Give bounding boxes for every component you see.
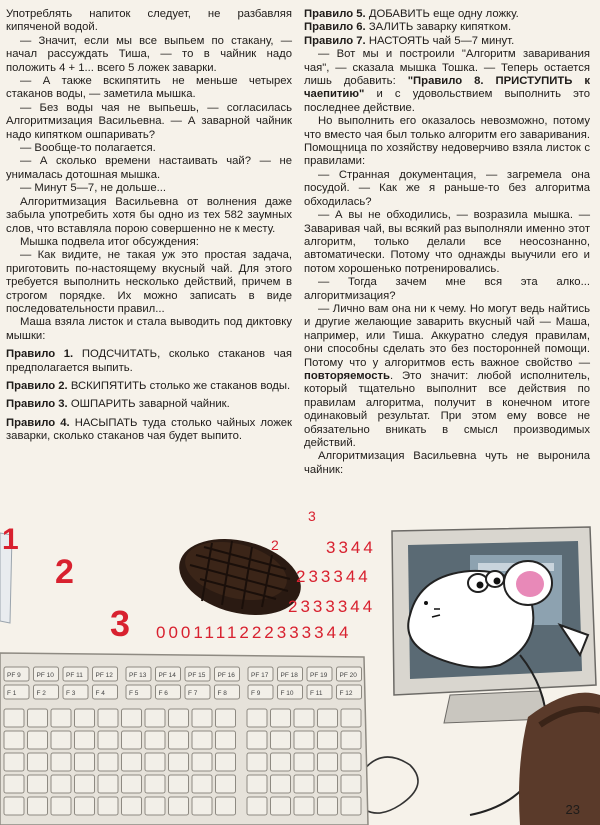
key <box>122 731 142 749</box>
paragraph: Употреблять напиток следует, не разбавляя кипяченой водой. <box>6 8 292 34</box>
key <box>318 775 338 793</box>
key <box>216 753 236 771</box>
function-key <box>34 685 59 699</box>
function-key <box>307 667 332 681</box>
key <box>28 731 48 749</box>
svg-text:PF 11: PF 11 <box>66 672 83 679</box>
paragraph: Но выполнить его оказалось невозможно, потому что вместо чая был только алгоритм его заваривания. Помощница по хозяйству недоверчиво взяла листок с правилами: <box>304 115 590 168</box>
key <box>216 797 236 815</box>
paragraph: — А вы не обходились, — возразила мышка. — Заваривая чай, вы всякий раз выполняли именно этот алгоритм, только делали все неосознанно, автоматически. Потому что однажды выучили его и потом хорошенько потренировались. <box>304 209 590 275</box>
rule-text: НАСЫПАТЬ туда столько чайных ложек заварки, сколько стаканов чая будет выпито. <box>6 416 292 443</box>
svg-text:PF 12: PF 12 <box>95 672 113 679</box>
key <box>318 731 338 749</box>
key <box>145 731 165 749</box>
function-key <box>34 667 59 681</box>
key <box>122 775 142 793</box>
keyboard <box>0 653 368 825</box>
function-key <box>4 667 29 681</box>
text: — Лично вам она ни к чему. Но могут ведь найтись и другие желающие заварить вкусный чай — Маша, например, или Тиша. Аккуратно следуя правилам, они способны сделать это без посторонней помощи. Потому что у алгоритмов есть важное свойство — <box>304 302 590 369</box>
keyword-repeatability: повторяемость <box>304 369 391 382</box>
paragraph: — Значит, если мы все выпьем по стакану, — начал рассуждать Тиша, — то в чайник надо положить 4 + 1... всего 5 ложек заварки. <box>6 34 292 74</box>
rule-3 <box>6 398 292 411</box>
function-key <box>93 685 118 699</box>
key <box>145 797 165 815</box>
key <box>51 797 71 815</box>
key <box>271 709 291 727</box>
key <box>216 731 236 749</box>
svg-text:PF 9: PF 9 <box>7 672 21 679</box>
key <box>28 709 48 727</box>
key <box>4 775 24 793</box>
paragraph: Алгоритмизация Васильевна от волнения даже забыла употребить хотя бы одно из тех 582 заумных слов, что вставляла порою совершенно не к месту. <box>6 195 292 235</box>
key <box>98 709 118 727</box>
key <box>28 797 48 815</box>
key <box>294 797 314 815</box>
key <box>341 775 361 793</box>
svg-text:F 5: F 5 <box>129 690 139 697</box>
left-column <box>6 8 292 444</box>
svg-text:F 11: F 11 <box>310 690 323 697</box>
function-key <box>156 685 181 699</box>
svg-text:PF 17: PF 17 <box>251 672 269 679</box>
paragraph: — А сколько времени настаивать чай? — не унималась дотошная мышка. <box>6 155 292 181</box>
key <box>98 775 118 793</box>
svg-text:PF 20: PF 20 <box>339 672 357 679</box>
function-key <box>185 685 210 699</box>
key <box>28 753 48 771</box>
svg-text:F 12: F 12 <box>339 690 353 697</box>
svg-text:F 1: F 1 <box>7 690 17 697</box>
rule-8: "Правило 8. ПРИСТУПИТЬ к чаепитию" <box>304 75 590 101</box>
key <box>294 775 314 793</box>
key <box>192 753 212 771</box>
text: и с удовольствием выполнить это последнее действие. <box>304 88 590 114</box>
key <box>4 797 24 815</box>
key <box>294 709 314 727</box>
key <box>247 753 267 771</box>
key <box>169 775 189 793</box>
key <box>145 775 165 793</box>
function-key <box>337 685 362 699</box>
paragraph: — Странная документация, — загремела она посудой. — Как же я раньше-то без алгоритма обходилась? <box>304 168 590 208</box>
key <box>318 753 338 771</box>
paragraph: Маша взяла листок и стала выводить под диктовку мышки: <box>6 316 292 342</box>
key <box>216 709 236 727</box>
key <box>4 731 24 749</box>
key <box>145 709 165 727</box>
rule-text: ОШПАРИТЬ заварной чайник. <box>67 398 230 411</box>
key <box>169 753 189 771</box>
rule-text: ДОБАВИТЬ еще одну ложку. <box>365 8 519 20</box>
key <box>247 775 267 793</box>
paragraph: Алгоритмизация Васильевна чуть не выронила чайник: <box>304 450 590 476</box>
key <box>271 775 291 793</box>
key <box>341 709 361 727</box>
key <box>4 753 24 771</box>
key <box>294 753 314 771</box>
function-key <box>156 667 181 681</box>
rule-text: НАСТОЯТЬ чай 5—7 минут. <box>365 34 515 47</box>
svg-text:PF 10: PF 10 <box>36 672 54 679</box>
big-number-2: 2 <box>55 553 74 591</box>
text: — Вот мы и построили "Алгоритм заваривания чая", — сказала мышка Тошка. — Теперь остается лишь добавить: <box>304 48 590 88</box>
key <box>318 797 338 815</box>
digit-row-1: 3344 <box>326 538 376 557</box>
small-number-2: 2 <box>271 537 279 553</box>
key <box>51 753 71 771</box>
key <box>145 753 165 771</box>
rule-1 <box>6 348 292 375</box>
svg-text:PF 15: PF 15 <box>188 672 206 679</box>
paragraph: — Минут 5—7, не дольше... <box>20 182 167 195</box>
key-grid <box>4 709 361 815</box>
rule-label: Правило 2. <box>6 379 68 392</box>
function-key <box>278 667 303 681</box>
function-key <box>215 685 240 699</box>
key <box>294 731 314 749</box>
svg-text:F 9: F 9 <box>251 690 261 697</box>
svg-text:PF 14: PF 14 <box>158 672 176 679</box>
key <box>247 731 267 749</box>
rule-7 <box>304 35 590 48</box>
key <box>51 731 71 749</box>
svg-text:PF 13: PF 13 <box>129 672 147 679</box>
rule-6 <box>304 21 590 34</box>
svg-text:PF 16: PF 16 <box>217 672 235 679</box>
svg-text:F 10: F 10 <box>280 690 294 697</box>
svg-text:F 8: F 8 <box>217 690 227 697</box>
svg-text:PF 19: PF 19 <box>310 672 328 679</box>
function-key <box>337 667 362 681</box>
svg-text:F 2: F 2 <box>36 690 46 697</box>
key <box>192 775 212 793</box>
svg-text:PF 18: PF 18 <box>280 672 298 679</box>
key <box>122 709 142 727</box>
key <box>51 709 71 727</box>
illustration <box>0 505 600 825</box>
key <box>271 797 291 815</box>
svg-text:F 6: F 6 <box>158 690 168 697</box>
function-key <box>63 667 88 681</box>
function-key <box>185 667 210 681</box>
rule-4 <box>6 417 292 444</box>
big-number-1: 1 <box>2 523 19 556</box>
function-key <box>93 667 118 681</box>
digit-row-4: 0001111222333344 <box>156 623 352 642</box>
right-column <box>304 8 590 477</box>
key <box>122 753 142 771</box>
key <box>169 797 189 815</box>
key <box>192 797 212 815</box>
svg-text:F 3: F 3 <box>66 690 76 697</box>
function-key <box>248 685 273 699</box>
function-key <box>215 667 240 681</box>
key <box>51 775 71 793</box>
key <box>75 775 95 793</box>
key <box>169 731 189 749</box>
paragraph: — Без воды чая не выпьешь, — согласилась Алгоритмизация Васильевна. — А заварной чайник надо кипятком ошпаривать? <box>6 101 292 141</box>
key <box>75 797 95 815</box>
function-key <box>63 685 88 699</box>
function-key <box>278 685 303 699</box>
paragraph: Мышка подвела итог обсуждения: <box>20 235 199 248</box>
key <box>75 753 95 771</box>
function-key <box>248 667 273 681</box>
rule-label: Правило 6. <box>304 21 366 34</box>
key <box>122 797 142 815</box>
rule-5 <box>304 8 590 21</box>
key <box>28 775 48 793</box>
function-key <box>126 685 151 699</box>
rule-label: Правило 5. <box>304 8 366 20</box>
function-key <box>307 685 332 699</box>
function-key <box>4 685 29 699</box>
rule-label: Правило 4. <box>6 416 70 429</box>
rule-2 <box>6 380 292 393</box>
key <box>98 797 118 815</box>
key <box>247 709 267 727</box>
key <box>247 797 267 815</box>
text: . Это значит: любой исполнитель, который тщательно выполнит все действия по правилам алгоритма, получит в конечном итоге одинаковый результат. При этом ему вовсе не обязательно вникать в смысл производимых действий. <box>304 369 590 449</box>
key <box>271 753 291 771</box>
svg-text:F 7: F 7 <box>188 690 198 697</box>
function-key <box>126 667 151 681</box>
paragraph: — Вообще-то полагается. <box>20 142 156 155</box>
key <box>341 797 361 815</box>
key <box>341 731 361 749</box>
key <box>98 731 118 749</box>
paragraph: — Как видите, не такая уж это простая задача, приготовить по-настоящему вкусный чай. Для этого требуется выполнить несколько действий, причем в строгом порядке. Их можно записать в виде последовательности правил... <box>6 249 292 315</box>
key <box>318 709 338 727</box>
svg-text:F 4: F 4 <box>95 690 105 697</box>
paragraph <box>304 303 590 450</box>
key <box>98 753 118 771</box>
rule-text: ВСКИПЯТИТЬ столько же стаканов воды. <box>67 379 291 392</box>
key <box>341 753 361 771</box>
big-number-3: 3 <box>110 603 131 644</box>
key <box>169 709 189 727</box>
rule-text: ПОДСЧИТАТЬ, сколько стаканов чая предполагается выпить. <box>6 348 292 374</box>
key <box>271 731 291 749</box>
digit-row-2: 233344 <box>296 567 371 586</box>
key <box>75 731 95 749</box>
paragraph: — Тогда зачем мне вся эта алко... алгоритмизация? <box>304 276 590 302</box>
digit-row-3: 2333344 <box>288 597 376 616</box>
key <box>216 775 236 793</box>
key <box>75 709 95 727</box>
paragraph: — А также вскипятить не меньше четырех стаканов воды, — заметила мышка. <box>6 75 292 101</box>
small-number-3: 3 <box>308 508 316 524</box>
rule-label: Правило 1. <box>6 348 74 361</box>
rule-label: Правило 7. <box>304 34 366 47</box>
rule-label: Правило 3. <box>6 398 68 411</box>
key <box>192 709 212 727</box>
paragraph <box>304 48 590 115</box>
key <box>192 731 212 749</box>
page-number: 23 <box>565 802 580 817</box>
rule-text: ЗАЛИТЬ заварку кипятком. <box>365 21 512 34</box>
key <box>4 709 24 727</box>
